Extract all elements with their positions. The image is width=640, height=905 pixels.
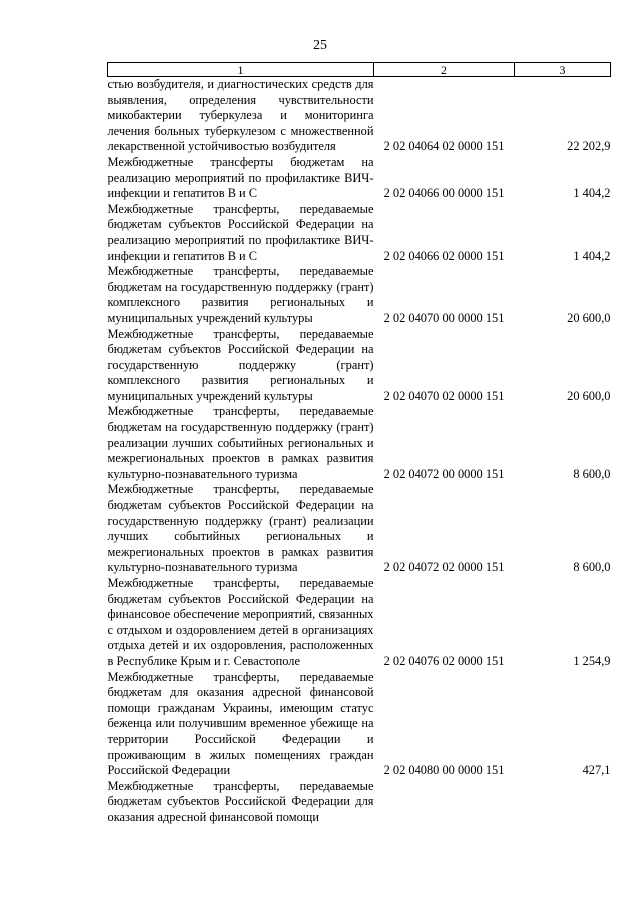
row-sum: 8 600,0 [573,560,611,575]
row-code [374,779,515,826]
row-sum: 1 254,9 [573,653,611,668]
row-name: Межбюджетные трансферты, передаваемые бюджетам для оказания адресной финансовой помощи гражданам Украины, имеющим статус беженца или получившим временное убежище на территории Российской Федерации и проживающим в жилых помещениях граждан Российской Федерации [107,669,374,778]
row-name: Межбюджетные трансферты, передаваемые бюджетам на государственную поддержку (грант) реализации лучших событийных региональных и межрегиональных проектов в рамках развития культурно-познавательного туризма [107,404,374,481]
row-code: 2 02 04070 00 0000 151 [383,310,505,325]
row-name: Межбюджетные трансферты, передаваемые бюджетам субъектов Российской Федерации на реализацию мероприятий по профилактике ВИЧ-инфекции и гепатитов B и C [107,201,374,263]
table-row [108,264,611,326]
row-code: 2 02 04070 02 0000 151 [383,388,505,403]
row-code: 2 02 04066 00 0000 151 [383,186,505,201]
row-code: 2 02 04064 02 0000 151 [383,139,505,154]
row-name: Межбюджетные трансферты, передаваемые бюджетам субъектов Российской Федерации для оказания адресной финансовой помощи [107,778,374,824]
table-row [108,779,611,826]
row-sum [515,779,611,826]
row-name: Межбюджетные трансферты, передаваемые бюджетам субъектов Российской Федерации на государственную поддержку (грант) реализации лучших событийных региональных и межрегиональных проектов в рамках развития культурно-познавательного туризма [107,482,374,575]
table-row [108,670,611,779]
table-body [108,77,611,826]
row-code: 2 02 04076 02 0000 151 [383,653,505,668]
row-name: стью возбудителя, и диагностических средств для выявления, определения чувствительности микобактерии туберкулеза и мониторинга лечения больных туберкулезом с множественной лекарственной устойчивостью возбудителя [107,77,374,154]
table-row [108,77,611,155]
table-row [108,327,611,405]
header-col-3: 3 [515,63,611,77]
row-name: Межбюджетные трансферты, передаваемые бюджетам субъектов Российской Федерации на государственную поддержку (грант) комплексного развития региональных и муниципальных учреждений культуры [107,326,374,403]
row-code: 2 02 04080 00 0000 151 [383,763,505,778]
row-name: Межбюджетные трансферты бюджетам на реализацию мероприятий по профилактике ВИЧ-инфекции и гепатитов B и C [107,154,374,201]
table-header [108,63,611,77]
row-sum: 1 404,2 [573,248,611,263]
header-row [108,63,611,77]
row-sum: 427,1 [582,763,611,778]
budget-revenue-table [107,62,611,826]
page-number: 25 [313,38,327,53]
row-code: 2 02 04072 00 0000 151 [383,466,505,481]
row-sum: 20 600,0 [567,310,611,325]
row-sum: 1 404,2 [573,186,611,201]
table-row [108,404,611,482]
row-code: 2 02 04072 02 0000 151 [383,560,505,575]
row-name: Межбюджетные трансферты, передаваемые бюджетам субъектов Российской Федерации на финансовое обеспечение мероприятий, связанных с отдыхом и оздоровлением детей в организациях отдыха детей и их оздоровления, расположенных в Республике Крым и г. Севастополе [107,576,374,668]
header-col-2: 2 [374,63,515,77]
row-name: Межбюджетные трансферты, передаваемые бюджетам на государственную поддержку (грант) комплексного развития региональных и муниципальных учреждений культуры [107,264,374,325]
row-sum: 20 600,0 [567,388,611,403]
table-row [108,155,611,202]
table-row [108,576,611,670]
header-col-1: 1 [108,63,374,77]
row-sum: 22 202,9 [567,139,611,154]
row-sum: 8 600,0 [573,466,611,481]
row-code: 2 02 04066 02 0000 151 [383,248,505,263]
table-row [108,202,611,264]
table-row [108,482,611,576]
